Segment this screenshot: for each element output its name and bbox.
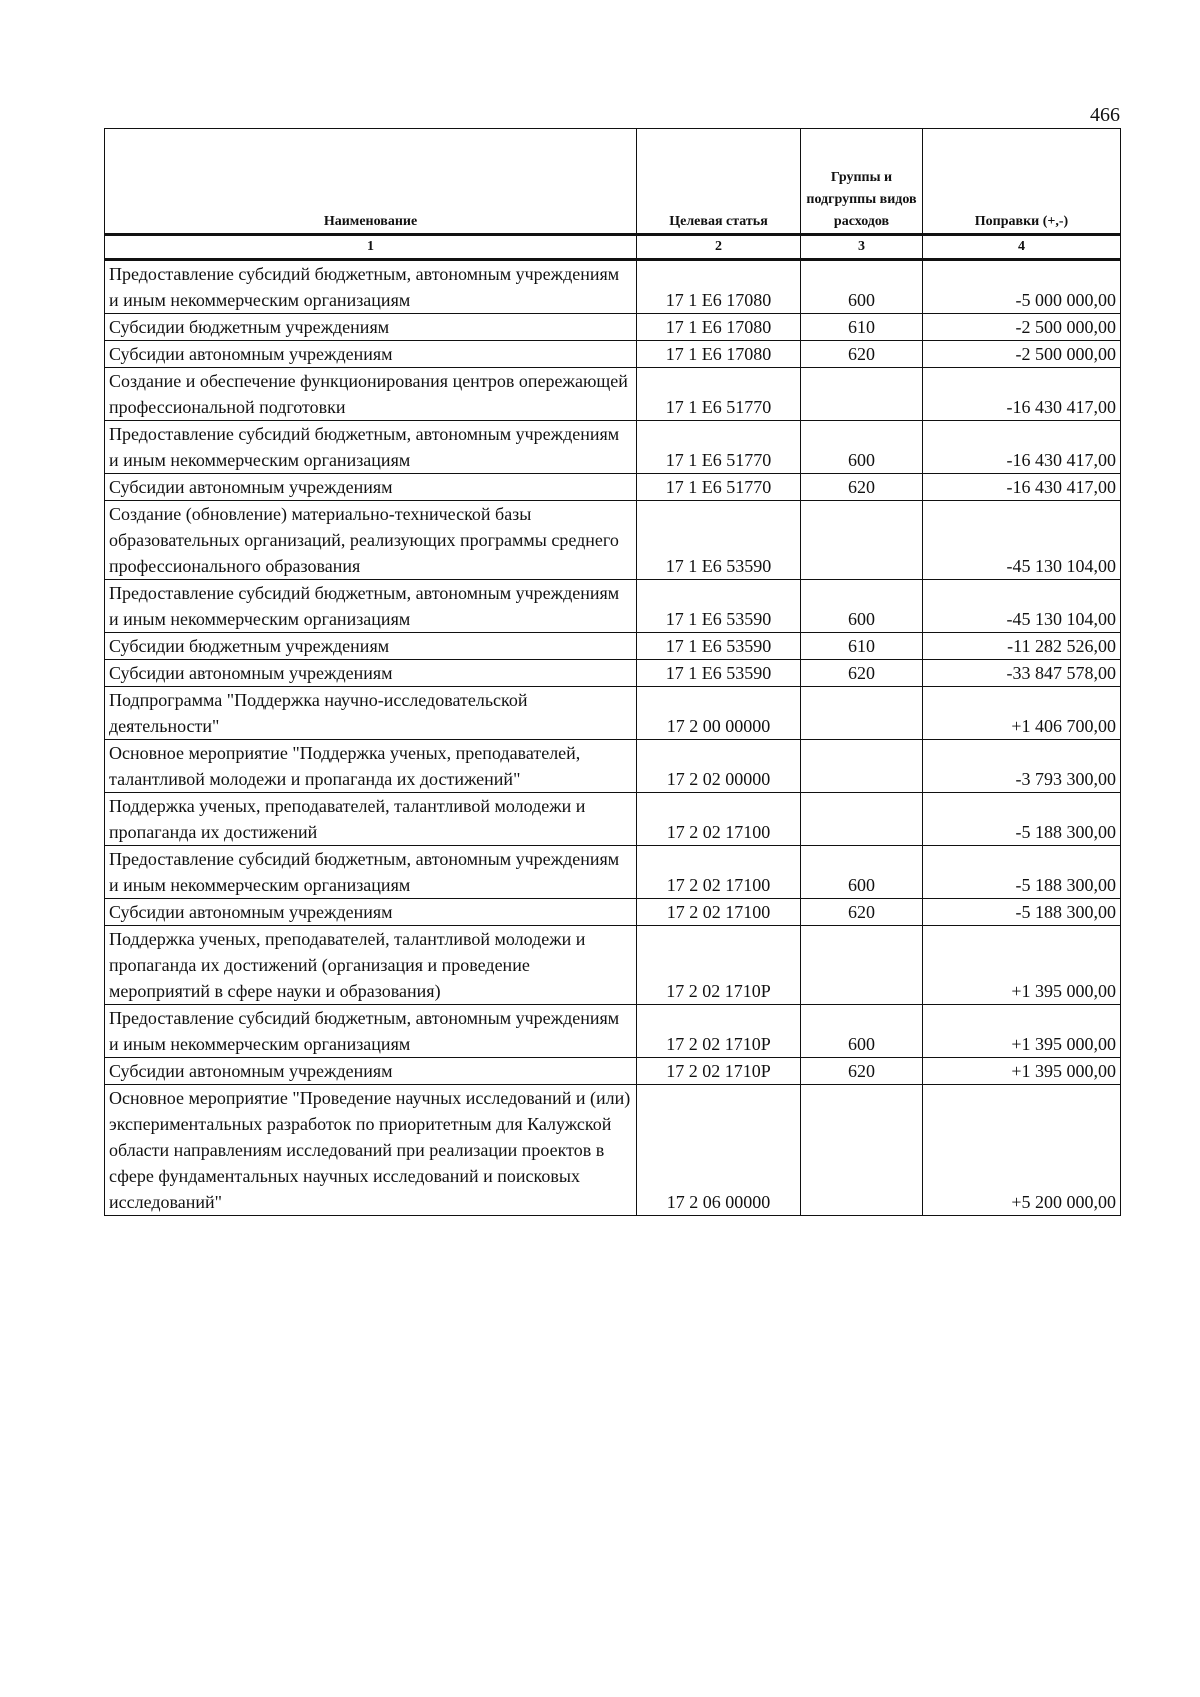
row-target-article-cell: 17 1 E6 53590: [637, 580, 801, 633]
table-row: [105, 474, 1121, 501]
table-row: [105, 260, 1121, 314]
column-number: 2: [637, 235, 801, 260]
row-expense-group-cell: [801, 1085, 923, 1216]
row-name-cell: Подпрограмма "Поддержка научно-исследовательской деятельности": [105, 687, 637, 740]
row-target-article-cell: 17 1 E6 51770: [637, 421, 801, 474]
row-expense-group-cell: 610: [801, 314, 923, 341]
table-row: [105, 368, 1121, 421]
header-target-article: Целевая статья: [637, 129, 801, 235]
row-expense-group-cell: 620: [801, 660, 923, 687]
table-row: [105, 1058, 1121, 1085]
table-row: [105, 341, 1121, 368]
row-amendment-cell: -5 000 000,00: [923, 260, 1121, 314]
table-row: [105, 846, 1121, 899]
header-name: Наименование: [105, 129, 637, 235]
row-expense-group-cell: 620: [801, 1058, 923, 1085]
row-amendment-cell: -5 188 300,00: [923, 793, 1121, 846]
row-expense-group-cell: 610: [801, 633, 923, 660]
row-target-article-cell: 17 1 E6 17080: [637, 260, 801, 314]
row-amendment-cell: -45 130 104,00: [923, 580, 1121, 633]
row-name-cell: Субсидии автономным учреждениям: [105, 474, 637, 501]
table-row: [105, 926, 1121, 1005]
row-target-article-cell: 17 2 02 1710Р: [637, 926, 801, 1005]
row-amendment-cell: -16 430 417,00: [923, 368, 1121, 421]
page-number: 466: [1090, 104, 1120, 126]
table-row: [105, 660, 1121, 687]
row-target-article-cell: 17 2 06 00000: [637, 1085, 801, 1216]
row-target-article-cell: 17 2 02 1710Р: [637, 1058, 801, 1085]
row-expense-group-cell: 620: [801, 899, 923, 926]
row-expense-group-cell: 600: [801, 1005, 923, 1058]
row-expense-group-cell: 600: [801, 260, 923, 314]
row-target-article-cell: 17 2 00 00000: [637, 687, 801, 740]
row-expense-group-cell: 620: [801, 341, 923, 368]
row-name-cell: Субсидии бюджетным учреждениям: [105, 314, 637, 341]
row-name-cell: Предоставление субсидий бюджетным, автономным учреждениям и иным некоммерческим организациям: [105, 421, 637, 474]
row-expense-group-cell: [801, 687, 923, 740]
row-target-article-cell: 17 1 E6 17080: [637, 314, 801, 341]
table-row: [105, 633, 1121, 660]
row-amendment-cell: +1 395 000,00: [923, 926, 1121, 1005]
row-expense-group-cell: 600: [801, 421, 923, 474]
row-amendment-cell: -11 282 526,00: [923, 633, 1121, 660]
row-amendment-cell: -2 500 000,00: [923, 341, 1121, 368]
column-number: 4: [923, 235, 1121, 260]
row-amendment-cell: -16 430 417,00: [923, 421, 1121, 474]
row-name-cell: Основное мероприятие "Проведение научных исследований и (или) экспериментальных разработок по приоритетным для Калужской области направлениям исследований при реализации проектов в сфере фундаментальных научных исследований и поисковых исследований": [105, 1085, 637, 1216]
row-name-cell: Предоставление субсидий бюджетным, автономным учреждениям и иным некоммерческим организациям: [105, 260, 637, 314]
table-row: [105, 793, 1121, 846]
row-expense-group-cell: 600: [801, 580, 923, 633]
row-amendment-cell: -45 130 104,00: [923, 501, 1121, 580]
row-amendment-cell: -16 430 417,00: [923, 474, 1121, 501]
row-expense-group-cell: 620: [801, 474, 923, 501]
row-expense-group-cell: [801, 740, 923, 793]
row-amendment-cell: -5 188 300,00: [923, 846, 1121, 899]
table-row: [105, 740, 1121, 793]
budget-amendments-table: [104, 128, 1121, 1216]
row-amendment-cell: +5 200 000,00: [923, 1085, 1121, 1216]
row-target-article-cell: 17 2 02 1710Р: [637, 1005, 801, 1058]
row-target-article-cell: 17 1 E6 51770: [637, 368, 801, 421]
row-target-article-cell: 17 1 E6 53590: [637, 501, 801, 580]
row-name-cell: Предоставление субсидий бюджетным, автономным учреждениям и иным некоммерческим организациям: [105, 1005, 637, 1058]
header-expense-groups: Группы и подгруппы видов расходов: [801, 129, 923, 235]
table-header-row: [105, 129, 1121, 235]
table-row: [105, 687, 1121, 740]
row-name-cell: Поддержка ученых, преподавателей, талантливой молодежи и пропаганда их достижений (организация и проведение мероприятий в сфере науки и образования): [105, 926, 637, 1005]
row-name-cell: Создание и обеспечение функционирования центров опережающей профессиональной подготовки: [105, 368, 637, 421]
column-number: 3: [801, 235, 923, 260]
row-target-article-cell: 17 1 E6 53590: [637, 633, 801, 660]
row-name-cell: Предоставление субсидий бюджетным, автономным учреждениям и иным некоммерческим организациям: [105, 846, 637, 899]
column-number: 1: [105, 235, 637, 260]
row-name-cell: Создание (обновление) материально-технической базы образовательных организаций, реализующих программы среднего профессионального образования: [105, 501, 637, 580]
table-row: [105, 1005, 1121, 1058]
row-target-article-cell: 17 2 02 00000: [637, 740, 801, 793]
row-name-cell: Субсидии автономным учреждениям: [105, 899, 637, 926]
table-body: [105, 260, 1121, 1216]
row-expense-group-cell: [801, 501, 923, 580]
row-target-article-cell: 17 2 02 17100: [637, 846, 801, 899]
row-name-cell: Основное мероприятие "Поддержка ученых, преподавателей, талантливой молодежи и пропаганда их достижений": [105, 740, 637, 793]
row-expense-group-cell: [801, 926, 923, 1005]
table-row: [105, 899, 1121, 926]
column-number-row: [105, 235, 1121, 260]
row-amendment-cell: +1 395 000,00: [923, 1005, 1121, 1058]
table-row: [105, 1085, 1121, 1216]
row-expense-group-cell: 600: [801, 846, 923, 899]
row-name-cell: Субсидии автономным учреждениям: [105, 1058, 637, 1085]
header-amendments: Поправки (+,-): [923, 129, 1121, 235]
table-row: [105, 314, 1121, 341]
row-name-cell: Субсидии автономным учреждениям: [105, 660, 637, 687]
row-target-article-cell: 17 1 E6 53590: [637, 660, 801, 687]
table-row: [105, 421, 1121, 474]
row-target-article-cell: 17 2 02 17100: [637, 899, 801, 926]
row-target-article-cell: 17 1 E6 17080: [637, 341, 801, 368]
row-name-cell: Субсидии автономным учреждениям: [105, 341, 637, 368]
row-amendment-cell: -33 847 578,00: [923, 660, 1121, 687]
row-amendment-cell: -5 188 300,00: [923, 899, 1121, 926]
row-amendment-cell: +1 395 000,00: [923, 1058, 1121, 1085]
table-row: [105, 501, 1121, 580]
row-name-cell: Субсидии бюджетным учреждениям: [105, 633, 637, 660]
row-name-cell: Поддержка ученых, преподавателей, талантливой молодежи и пропаганда их достижений: [105, 793, 637, 846]
row-expense-group-cell: [801, 368, 923, 421]
row-expense-group-cell: [801, 793, 923, 846]
row-amendment-cell: +1 406 700,00: [923, 687, 1121, 740]
row-name-cell: Предоставление субсидий бюджетным, автономным учреждениям и иным некоммерческим организациям: [105, 580, 637, 633]
row-target-article-cell: 17 1 E6 51770: [637, 474, 801, 501]
row-target-article-cell: 17 2 02 17100: [637, 793, 801, 846]
row-amendment-cell: -2 500 000,00: [923, 314, 1121, 341]
table-row: [105, 580, 1121, 633]
row-amendment-cell: -3 793 300,00: [923, 740, 1121, 793]
